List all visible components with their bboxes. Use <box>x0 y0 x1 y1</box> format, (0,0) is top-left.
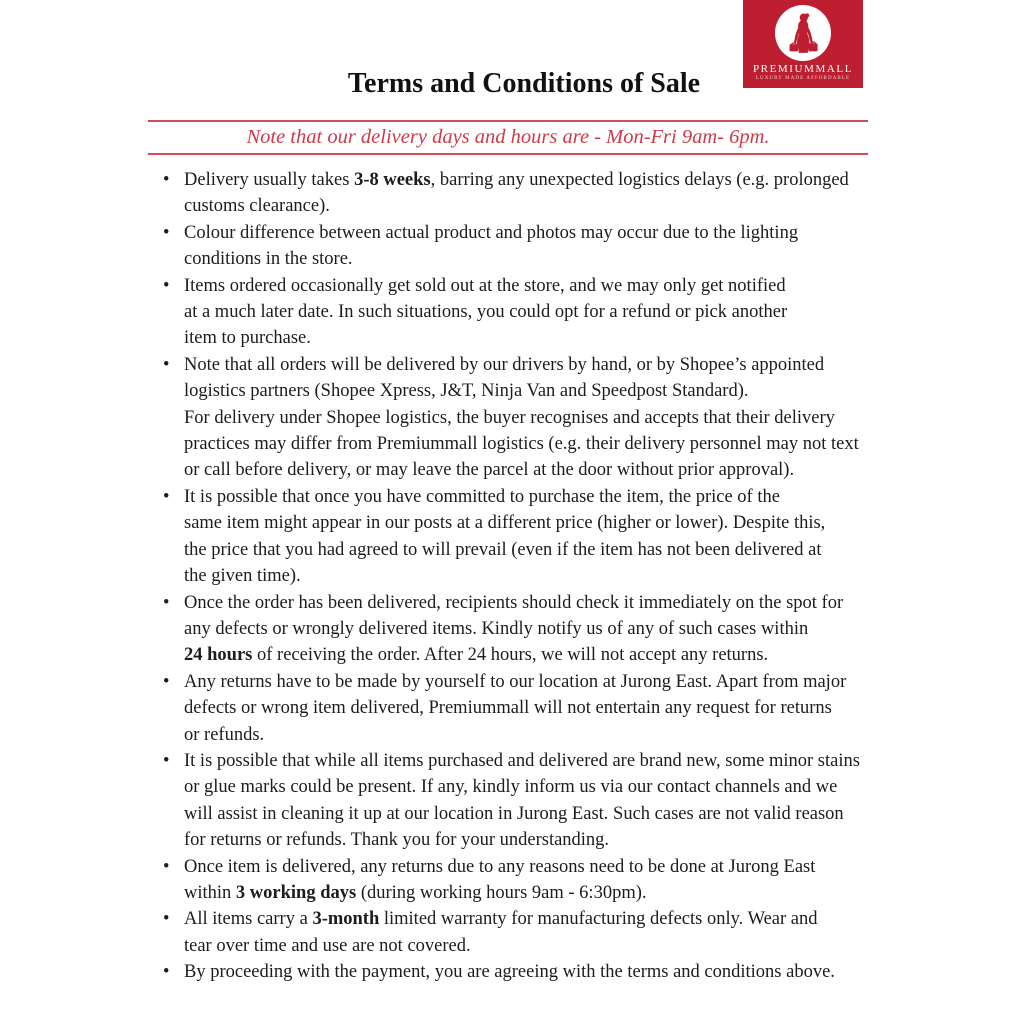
term-item <box>184 484 958 590</box>
term-line: tear over time and use are not covered. <box>184 935 471 956</box>
term-line: • Items ordered occasionally get sold out at the store, and we may only get notified <box>184 275 786 296</box>
term-line: 24 hours of receiving the order. After 24 hours, we will not accept any returns. <box>184 645 769 666</box>
term-line: • All items carry a 3-month limited warranty for manufacturing defects only. Wear and <box>184 909 818 930</box>
term-line: will assist in cleaning it up at our location in Jurong East. Such cases are not valid reason <box>184 803 844 824</box>
term-line: • Once the order has been delivered, recipients should check it immediately on the spot for <box>184 592 844 613</box>
term-line: within 3 working days (during working hours 9am - 6:30pm). <box>184 882 647 903</box>
term-line: conditions in the store. <box>184 249 353 270</box>
term-item <box>184 273 958 352</box>
term-line: defects or wrong item delivered, Premiummall will not entertain any request for returns <box>184 698 832 719</box>
term-item <box>184 748 958 854</box>
term-item <box>184 906 958 959</box>
term-line: • By proceeding with the payment, you are agreeing with the terms and conditions above. <box>184 962 835 983</box>
term-line: customs clearance). <box>184 196 330 217</box>
term-item <box>184 959 958 985</box>
term-line: at a much later date. In such situations, you could opt for a refund or pick another <box>184 302 788 323</box>
delivery-notice-text: Note that our delivery days and hours are - Mon-Fri 9am- 6pm. <box>246 126 770 148</box>
terms-list <box>148 167 958 986</box>
term-line: • Colour difference between actual product and photos may occur due to the lighting <box>184 222 799 243</box>
term-line: • Delivery usually takes 3-8 weeks, barring any unexpected logistics delays (e.g. prolonged <box>184 170 849 190</box>
term-line: • It is possible that once you have committed to purchase the item, the price of the <box>184 486 780 507</box>
delivery-notice <box>148 120 868 155</box>
term-line: the price that you had agreed to will prevail (even if the item has not been delivered at <box>184 539 822 560</box>
term-line: For delivery under Shopee logistics, the buyer recognises and accepts that their delivery <box>184 407 835 428</box>
term-line: same item might appear in our posts at a different price (higher or lower). Despite this, <box>184 513 826 534</box>
term-item <box>184 669 958 748</box>
term-item <box>184 590 958 669</box>
page-title: Terms and Conditions of Sale <box>347 68 701 99</box>
term-item <box>184 854 958 907</box>
document-body <box>148 0 868 986</box>
term-line: item to purchase. <box>184 328 311 349</box>
term-line: or glue marks could be present. If any, kindly inform us via our contact channels and we <box>184 777 838 798</box>
term-line: or refunds. <box>184 724 265 745</box>
term-line: practices may differ from Premiummall logistics (e.g. their delivery personnel may not text <box>184 434 859 455</box>
term-line: the given time). <box>184 566 301 587</box>
term-line: • Note that all orders will be delivered by our drivers by hand, or by Shopee’s appointed <box>184 354 825 375</box>
logo-tagline: LUXURY MADE AFFORDABLE <box>755 76 851 81</box>
term-line: • It is possible that while all items purchased and delivered are brand new, some minor stains <box>184 750 860 771</box>
term-line: • Any returns have to be made by yourself to our location at Jurong East. Apart from major <box>184 671 847 692</box>
term-item <box>184 352 958 484</box>
term-line: any defects or wrongly delivered items. Kindly notify us of any of such cases within <box>184 618 809 639</box>
term-item <box>184 167 958 220</box>
term-line: logistics partners (Shopee Xpress, J&T, Ninja Van and Speedpost Standard). <box>184 381 749 402</box>
term-line: for returns or refunds. Thank you for your understanding. <box>184 830 610 851</box>
term-line: • Once item is delivered, any returns due to any reasons need to be done at Jurong East <box>184 856 816 877</box>
term-line: or call before delivery, or may leave the parcel at the door without prior approval). <box>184 460 795 481</box>
term-item <box>184 220 958 273</box>
logo-brand-name: PREMIUMMALL <box>752 63 854 75</box>
